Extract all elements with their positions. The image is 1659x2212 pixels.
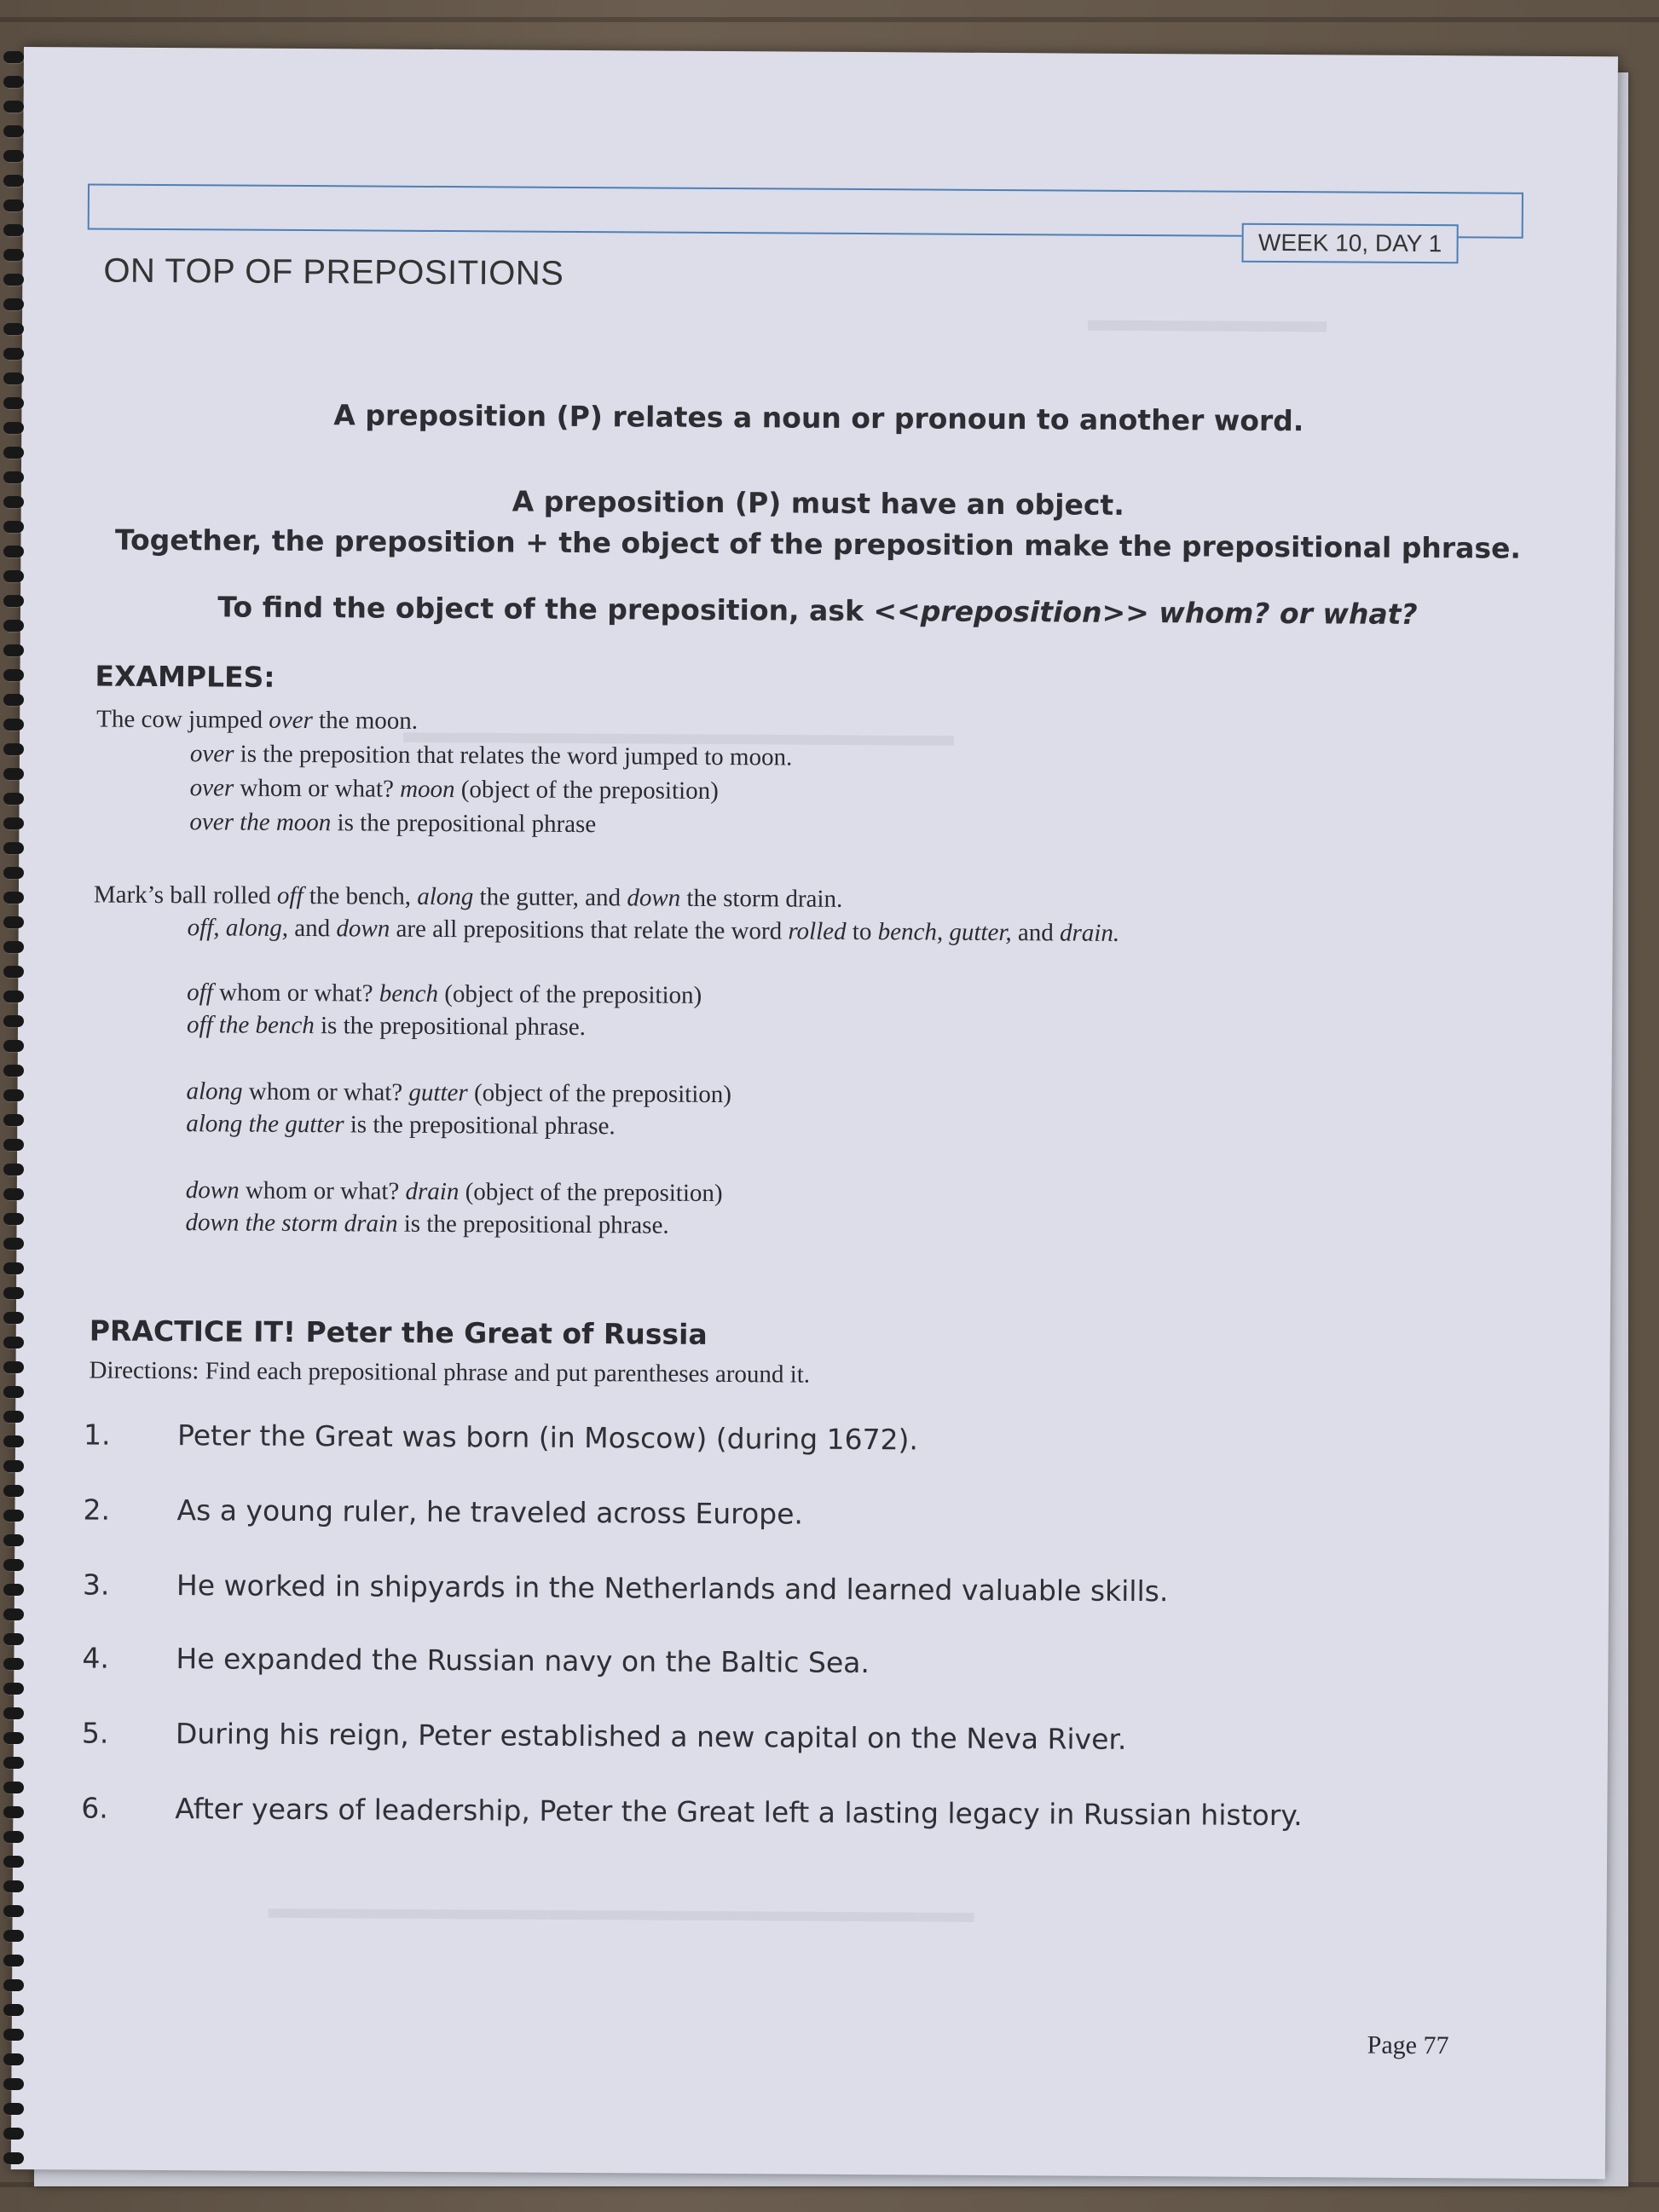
example-1-line-2 bbox=[190, 774, 719, 806]
spiral-coil bbox=[3, 1435, 24, 1447]
spiral-coil bbox=[3, 1089, 24, 1101]
along-phrase bbox=[186, 1110, 616, 1141]
spiral-coil bbox=[3, 1831, 24, 1843]
spiral-coil bbox=[3, 298, 24, 310]
text: is the prepositional phrase bbox=[331, 809, 597, 839]
spiral-coil bbox=[3, 1806, 24, 1818]
text: is the prepositional phrase. bbox=[344, 1111, 616, 1141]
spiral-coil bbox=[3, 2152, 24, 2164]
spiral-coil bbox=[3, 51, 24, 63]
item-number: 1. bbox=[83, 1418, 111, 1452]
spiral-coil bbox=[3, 892, 24, 904]
practice-item-6 bbox=[81, 1791, 1303, 1832]
spiral-coil bbox=[3, 1460, 24, 1472]
spiral-coil bbox=[3, 595, 24, 607]
rule-line-2: A preposition (P) must have an object. bbox=[512, 484, 1124, 522]
text: over bbox=[269, 706, 313, 735]
spiral-coil bbox=[3, 447, 24, 459]
rule-line-4-text: To find the object of the preposition, ask bbox=[217, 590, 874, 628]
spiral-coil bbox=[3, 1361, 24, 1373]
examples-heading: EXAMPLES: bbox=[95, 659, 275, 694]
text: (object of the preposition) bbox=[437, 979, 702, 1009]
spiral-coil bbox=[3, 867, 24, 879]
spiral-coil bbox=[3, 1213, 24, 1225]
spiral-coil bbox=[3, 1584, 24, 1596]
page-number: Page 77 bbox=[1367, 2030, 1449, 2060]
spiral-coil bbox=[3, 768, 24, 780]
spiral-coil bbox=[3, 694, 24, 706]
text: (object of the preposition) bbox=[454, 776, 719, 805]
spiral-coil bbox=[3, 817, 24, 829]
spiral-coil bbox=[3, 1782, 24, 1793]
practice-item-1 bbox=[84, 1418, 918, 1456]
example-1-line-3 bbox=[189, 808, 596, 839]
spiral-coil bbox=[3, 175, 24, 187]
practice-item-4 bbox=[82, 1641, 870, 1679]
spiral-coil bbox=[3, 1880, 24, 1892]
spiral-binding bbox=[0, 51, 34, 2182]
item-number: 2. bbox=[83, 1493, 111, 1527]
spiral-coil bbox=[3, 743, 24, 755]
spiral-coil bbox=[3, 471, 24, 483]
text: and bbox=[288, 914, 337, 943]
spiral-coil bbox=[3, 620, 24, 632]
item-text: After years of leadership, Peter the Great left a lasting legacy in Russian history. bbox=[175, 1792, 1303, 1833]
practice-item-5 bbox=[82, 1716, 1127, 1755]
spiral-coil bbox=[3, 1337, 24, 1349]
item-text: During his reign, Peter established a new capital on the Neva River. bbox=[175, 1717, 1127, 1756]
item-number: 6. bbox=[81, 1791, 108, 1825]
text: whom or what? bbox=[212, 979, 379, 1008]
down-question bbox=[186, 1176, 723, 1208]
spiral-coil bbox=[3, 1114, 24, 1126]
spiral-coil bbox=[3, 1534, 24, 1546]
spiral-coil bbox=[3, 224, 24, 236]
spiral-coil bbox=[3, 941, 24, 953]
spiral-coil bbox=[3, 719, 24, 731]
spiral-coil bbox=[3, 570, 24, 582]
spiral-coil bbox=[3, 1015, 24, 1027]
spiral-coil bbox=[3, 1732, 24, 1744]
spiral-coil bbox=[3, 1386, 24, 1398]
spiral-coil bbox=[3, 1856, 24, 1868]
along-question bbox=[186, 1077, 731, 1109]
text: (object of the preposition) bbox=[459, 1178, 723, 1208]
spiral-coil bbox=[3, 546, 24, 557]
text: along bbox=[417, 882, 474, 911]
spiral-coil bbox=[3, 2103, 24, 2115]
spiral-coil bbox=[3, 644, 24, 656]
spiral-coil bbox=[3, 76, 24, 88]
text: to bbox=[846, 917, 878, 946]
week-label: WEEK 10, DAY 1 bbox=[1241, 223, 1458, 264]
rule-line-4 bbox=[20, 589, 1615, 632]
spiral-coil bbox=[3, 1312, 24, 1324]
spiral-coil bbox=[3, 1411, 24, 1423]
spiral-coil bbox=[3, 150, 24, 162]
spiral-coil bbox=[3, 521, 24, 533]
spiral-coil bbox=[3, 1065, 24, 1077]
item-text: He expanded the Russian navy on the Baltic Sea. bbox=[176, 1642, 870, 1680]
text: over bbox=[189, 740, 234, 768]
worksheet-page bbox=[11, 47, 1618, 2179]
spiral-coil bbox=[3, 1238, 24, 1250]
example-1-sentence bbox=[96, 706, 418, 736]
text: drain bbox=[405, 1177, 460, 1206]
spiral-coil bbox=[3, 348, 24, 360]
off-question bbox=[187, 979, 702, 1010]
example-2-sentence bbox=[94, 881, 843, 914]
off-phrase bbox=[187, 1011, 586, 1042]
text: along bbox=[186, 1077, 243, 1106]
spiral-coil bbox=[3, 1658, 24, 1670]
spiral-coil bbox=[3, 2128, 24, 2140]
item-number: 4. bbox=[82, 1641, 110, 1675]
spiral-coil bbox=[3, 842, 24, 854]
spiral-coil bbox=[3, 1955, 24, 1967]
example-2-line-1 bbox=[188, 914, 1120, 948]
text: whom or what? bbox=[242, 1077, 409, 1106]
text: off the bench bbox=[186, 1011, 315, 1040]
spiral-coil bbox=[3, 2053, 24, 2065]
rule-line-1: A preposition (P) relates a noun or pronoun to another word. bbox=[333, 398, 1304, 438]
item-number: 3. bbox=[82, 1568, 110, 1602]
item-number: 5. bbox=[81, 1716, 109, 1750]
text: is the prepositional phrase. bbox=[397, 1210, 669, 1239]
spiral-coil bbox=[3, 274, 24, 286]
spiral-coil bbox=[3, 1683, 24, 1695]
spiral-coil bbox=[3, 101, 24, 113]
spiral-coil bbox=[3, 1510, 24, 1522]
spiral-coil bbox=[3, 1979, 24, 1991]
text: gutter bbox=[408, 1078, 468, 1107]
text: moon bbox=[400, 775, 455, 804]
text: (object of the preposition) bbox=[467, 1079, 732, 1109]
text: whom or what? bbox=[239, 1176, 406, 1205]
text: along the gutter bbox=[186, 1110, 344, 1139]
text: down the storm drain bbox=[185, 1209, 398, 1238]
text: bench, gutter, bbox=[877, 918, 1012, 947]
spiral-coil bbox=[3, 1040, 24, 1052]
spiral-coil bbox=[3, 1905, 24, 1917]
text: rolled bbox=[788, 917, 847, 945]
item-text: Peter the Great was born (in Moscow) (during 1672). bbox=[176, 1418, 919, 1457]
wood-grain bbox=[0, 17, 1659, 22]
item-text: As a young ruler, he traveled across Europe. bbox=[176, 1493, 804, 1531]
spiral-coil bbox=[3, 249, 24, 261]
spiral-coil bbox=[3, 1262, 24, 1274]
spiral-coil bbox=[3, 966, 24, 978]
spiral-coil bbox=[3, 373, 24, 384]
text: is the prepositional phrase. bbox=[314, 1012, 587, 1042]
text: down bbox=[627, 884, 681, 912]
text: down bbox=[336, 915, 390, 943]
down-phrase bbox=[185, 1209, 668, 1239]
text: down bbox=[185, 1176, 240, 1204]
example-1-line-1 bbox=[190, 740, 793, 771]
rule-line-4-italic: <<preposition>> whom? or what? bbox=[873, 594, 1418, 631]
spiral-coil bbox=[3, 397, 24, 409]
bleed-through: ▬▬▬▬▬▬▬▬▬▬▬▬▬▬▬▬▬ bbox=[402, 713, 955, 754]
spiral-coil bbox=[3, 1608, 24, 1620]
text: off bbox=[276, 881, 303, 910]
spiral-coil bbox=[3, 1485, 24, 1497]
text: drain. bbox=[1059, 919, 1120, 947]
text: off bbox=[187, 979, 213, 1007]
text: The cow jumped bbox=[96, 705, 269, 734]
spiral-coil bbox=[3, 496, 24, 508]
text: whom or what? bbox=[234, 774, 401, 803]
spiral-coil bbox=[3, 1757, 24, 1769]
spiral-coil bbox=[3, 1188, 24, 1200]
text: bench bbox=[379, 979, 439, 1008]
text: and bbox=[1011, 919, 1061, 947]
practice-item-3 bbox=[83, 1568, 1169, 1608]
spiral-coil bbox=[3, 669, 24, 681]
text: is the preposition that relates the word jumped to moon. bbox=[234, 740, 793, 771]
spiral-coil bbox=[3, 2004, 24, 2016]
practice-item-2 bbox=[83, 1493, 803, 1530]
bleed-through: ▬▬▬▬▬▬▬ bbox=[1087, 300, 1327, 340]
text: the storm drain. bbox=[680, 884, 843, 913]
text: off, along, bbox=[187, 914, 289, 942]
spiral-coil bbox=[3, 125, 24, 137]
spiral-coil bbox=[3, 1164, 24, 1175]
bleed-through: ▬▬▬▬▬▬▬▬▬▬▬▬▬▬▬▬▬▬▬▬▬▬▬ bbox=[268, 1889, 974, 1929]
spiral-coil bbox=[3, 990, 24, 1002]
practice-directions: Directions: Find each prepositional phrase and put parentheses around it. bbox=[89, 1356, 811, 1389]
item-text: He worked in shipyards in the Netherlands and learned valuable skills. bbox=[176, 1568, 1169, 1608]
spiral-coil bbox=[3, 916, 24, 928]
page-title: ON TOP OF PREPOSITIONS bbox=[103, 251, 564, 292]
spiral-coil bbox=[3, 1930, 24, 1942]
practice-heading: PRACTICE IT! Peter the Great of Russia bbox=[89, 1314, 708, 1351]
text: the moon. bbox=[312, 707, 419, 735]
spiral-coil bbox=[3, 1633, 24, 1645]
text: the bench, bbox=[303, 882, 418, 910]
rule-line-3: Together, the preposition + the object of the preposition make the prepositional phrase. bbox=[114, 523, 1522, 565]
spiral-coil bbox=[3, 1707, 24, 1719]
text: the gutter, and bbox=[473, 883, 627, 912]
text: Mark’s ball rolled bbox=[93, 881, 278, 910]
spiral-coil bbox=[3, 199, 24, 211]
text: over bbox=[189, 774, 234, 802]
spiral-coil bbox=[3, 323, 24, 335]
text: are all prepositions that relate the word bbox=[390, 915, 789, 945]
spiral-coil bbox=[3, 1139, 24, 1151]
text: over the moon bbox=[189, 808, 332, 837]
spiral-coil bbox=[3, 1559, 24, 1571]
spiral-coil bbox=[3, 2029, 24, 2041]
spiral-coil bbox=[3, 793, 24, 805]
spiral-coil bbox=[3, 422, 24, 434]
spiral-coil bbox=[3, 1287, 24, 1299]
spiral-coil bbox=[3, 2078, 24, 2090]
